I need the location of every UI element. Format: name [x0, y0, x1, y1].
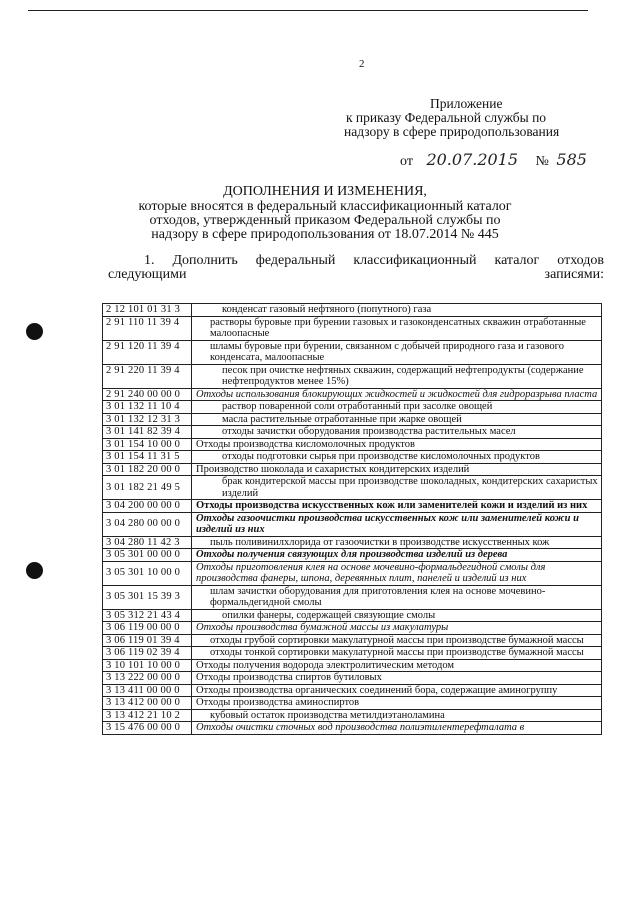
waste-name: Отходы производства органических соединений бора, содержащие аминогруппу — [192, 684, 602, 697]
waste-code: 3 13 412 21 10 2 — [103, 709, 192, 722]
page-number: 2 — [359, 58, 365, 70]
table-row — [103, 316, 602, 340]
table-row — [103, 340, 602, 364]
intro-line-2: следующими записями: — [108, 267, 604, 282]
waste-name: шлам зачистки оборудования для приготовления клея на основе мочевино-формальдегидной смолы — [192, 585, 602, 609]
waste-code: 3 06 119 00 00 0 — [103, 622, 192, 635]
waste-name: Отходы получения связующих для производства изделий из дерева — [192, 549, 602, 562]
title-line-1: ДОПОЛНЕНИЯ И ИЗМЕНЕНИЯ, — [223, 184, 427, 199]
waste-name: песок при очистке нефтяных скважин, содержащий нефтепродукты (содержание нефтепродуктов менее 15%) — [192, 364, 602, 388]
order-prefix: от — [400, 154, 413, 169]
document-title — [138, 184, 512, 242]
waste-catalog-table — [102, 303, 602, 735]
table-row — [103, 622, 602, 635]
table-row — [103, 549, 602, 562]
waste-name: растворы буровые при бурении газовых и газоконденсатных скважин отработанные малоопасные — [192, 316, 602, 340]
waste-code: 3 05 301 00 00 0 — [103, 549, 192, 562]
annex-line-1: Приложение — [430, 96, 503, 111]
waste-code: 3 06 119 01 39 4 — [103, 634, 192, 647]
waste-code: 2 91 240 00 00 0 — [103, 388, 192, 401]
table-row — [103, 364, 602, 388]
waste-code: 3 04 280 11 42 3 — [103, 536, 192, 549]
annex-line-3: надзору в сфере природопользования — [344, 124, 560, 139]
table-row — [103, 697, 602, 710]
waste-name: Отходы производства искусственных кож или заменителей кожи и изделий из них — [192, 500, 602, 513]
order-date: 20.07.2015 — [426, 150, 519, 169]
order-reference — [400, 150, 587, 170]
table-row — [103, 476, 602, 500]
table-row — [103, 401, 602, 414]
waste-name: Отходы производства кисломолочных продуктов — [192, 438, 602, 451]
table-row — [103, 438, 602, 451]
waste-code: 3 13 222 00 00 0 — [103, 672, 192, 685]
waste-code: 2 91 120 11 39 4 — [103, 340, 192, 364]
title-line-3: отходов, утвержденный приказом Федеральной службы по — [149, 213, 501, 228]
waste-name: Отходы приготовления клея на основе мочевино-формальдегидной смолы для производства фанеры, шпона, деревянных плит, панелей и изделий из них — [192, 561, 602, 585]
waste-name: отходы подготовки сырья при производстве кисломолочных продуктов — [192, 451, 602, 464]
table-row — [103, 609, 602, 622]
waste-code: 3 13 411 00 00 0 — [103, 684, 192, 697]
waste-name: Отходы получения водорода электролитическим методом — [192, 659, 602, 672]
waste-name: Производство шоколада и сахаристых кондитерских изделий — [192, 463, 602, 476]
table-row — [103, 684, 602, 697]
waste-name: отходы зачистки оборудования производства растительных масел — [192, 426, 602, 439]
waste-name: отходы грубой сортировки макулатурной массы при производстве бумажной массы — [192, 634, 602, 647]
waste-code: 3 01 141 82 39 4 — [103, 426, 192, 439]
top-rule — [28, 10, 588, 11]
table-row — [103, 647, 602, 660]
waste-name: опилки фанеры, содержащей связующие смолы — [192, 609, 602, 622]
table-row — [103, 634, 602, 647]
waste-name: Отходы производства бумажной массы из макулатуры — [192, 622, 602, 635]
waste-name: шламы буровые при бурении, связанном с добычей природного газа и газового конденсата, малоопасные — [192, 340, 602, 364]
table-row — [103, 463, 602, 476]
table-row — [103, 672, 602, 685]
waste-name: масла растительные отработанные при жарке овощей — [192, 413, 602, 426]
table-row — [103, 512, 602, 536]
waste-code: 2 91 220 11 39 4 — [103, 364, 192, 388]
waste-code: 3 01 132 11 10 4 — [103, 401, 192, 414]
waste-code: 3 04 200 00 00 0 — [103, 500, 192, 513]
waste-code: 3 01 154 11 31 5 — [103, 451, 192, 464]
waste-code: 3 05 312 21 43 4 — [103, 609, 192, 622]
waste-name: Отходы производства аминоспиртов — [192, 697, 602, 710]
waste-name: Отходы производства спиртов бутиловых — [192, 672, 602, 685]
waste-code: 3 06 119 02 39 4 — [103, 647, 192, 660]
waste-name: отходы тонкой сортировки макулатурной массы при производстве бумажной массы — [192, 647, 602, 660]
waste-name: кубовый остаток производства метилдиэтаноламина — [192, 709, 602, 722]
waste-code: 3 01 182 21 49 5 — [103, 476, 192, 500]
binder-hole-icon — [26, 323, 43, 340]
waste-code: 3 01 132 12 31 3 — [103, 413, 192, 426]
waste-name: конденсат газовый нефтяного (попутного) газа — [192, 304, 602, 317]
waste-name: Отходы использования блокирующих жидкостей и жидкостей для гидроразрыва пласта — [192, 388, 602, 401]
waste-code: 3 05 301 10 00 0 — [103, 561, 192, 585]
table-row — [103, 500, 602, 513]
waste-code: 3 10 101 10 00 0 — [103, 659, 192, 672]
table-row — [103, 388, 602, 401]
waste-name: раствор поваренной соли отработанный при засолке овощей — [192, 401, 602, 414]
table-row — [103, 451, 602, 464]
table-row — [103, 304, 602, 317]
table-row — [103, 585, 602, 609]
table-row — [103, 561, 602, 585]
table-row — [103, 426, 602, 439]
order-number-label: № — [535, 154, 549, 169]
table-row — [103, 709, 602, 722]
intro-line-1: 1. Дополнить федеральный классификационный каталог отходов — [144, 253, 604, 268]
order-number: 585 — [556, 150, 587, 169]
waste-code: 3 01 182 20 00 0 — [103, 463, 192, 476]
waste-code: 2 91 110 11 39 4 — [103, 316, 192, 340]
table-row — [103, 659, 602, 672]
binder-hole-icon — [26, 562, 43, 579]
waste-code: 2 12 101 01 31 3 — [103, 304, 192, 317]
table-row — [103, 722, 602, 735]
waste-name: пыль поливинилхлорида от газоочистки в производстве искусственных кож — [192, 536, 602, 549]
annex-line-2: к приказу Федеральной службы по — [346, 110, 547, 125]
waste-code: 3 05 301 15 39 3 — [103, 585, 192, 609]
waste-name: Отходы газоочистки производства искусственных кож или заменителей кожи и изделий из них — [192, 512, 602, 536]
title-line-4: надзору в сфере природопользования от 18.07.2014 № 445 — [151, 227, 499, 242]
table-row — [103, 413, 602, 426]
waste-code: 3 04 280 00 00 0 — [103, 512, 192, 536]
waste-name: брак кондитерской массы при производстве шоколадных, кондитерских сахаристых изделий — [192, 476, 602, 500]
table-row — [103, 536, 602, 549]
waste-code: 3 01 154 10 00 0 — [103, 438, 192, 451]
waste-name: Отходы очистки сточных вод производства полиэтилентерефталата в — [192, 722, 602, 735]
waste-code: 3 13 412 00 00 0 — [103, 697, 192, 710]
title-line-2: которые вносятся в федеральный классификационный каталог — [138, 199, 512, 214]
intro-paragraph — [108, 254, 604, 282]
waste-code: 3 15 476 00 00 0 — [103, 722, 192, 735]
